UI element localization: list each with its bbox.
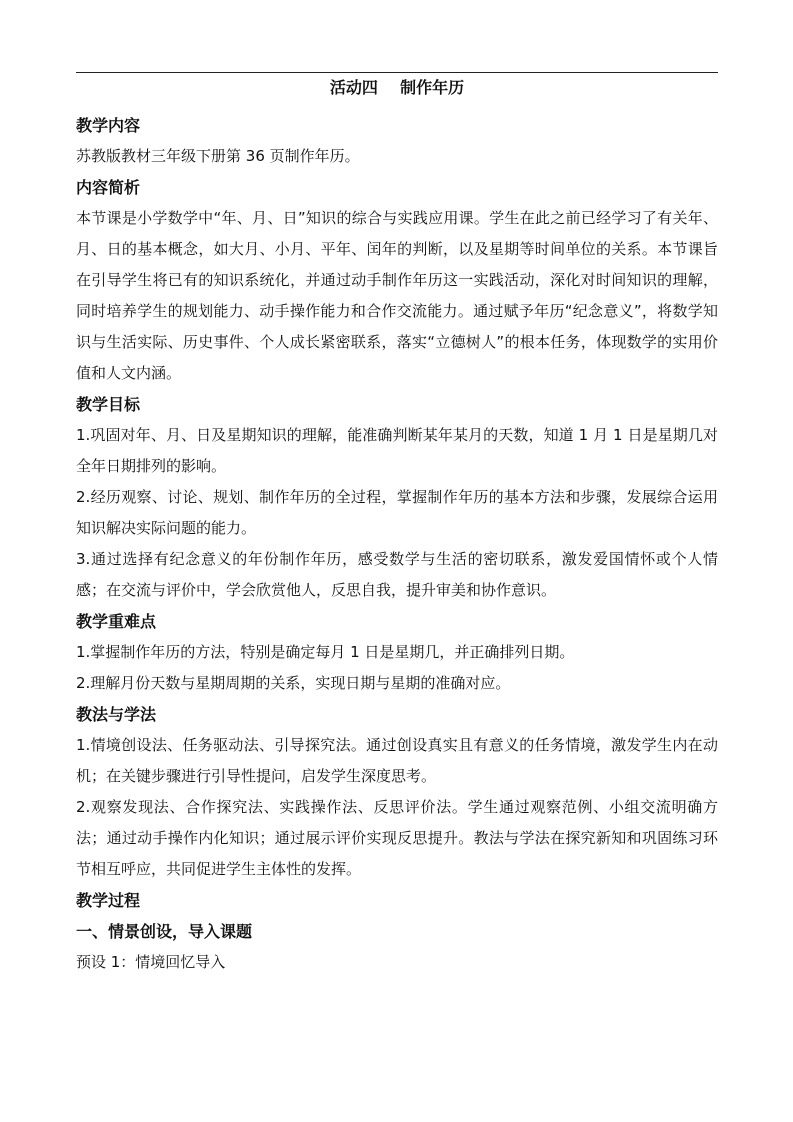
method-item: 2.观察发现法、合作探究法、实践操作法、反思评价法。学生通过观察范例、小组交流明确方法；通过动手操作内化知识；通过展示评价实现反思提升。教法与学法在探究新知和巩固练习环节相互呼应，共同促进学生主体性的发挥。	[76, 798, 718, 878]
heading-teaching-content: 教学内容	[76, 116, 141, 135]
process-text: 预设 1：情境回忆导入	[76, 953, 226, 971]
teaching-content-text: 苏教版教材三年级下册第 36 页制作年历。	[76, 147, 360, 165]
key-point-item: 1.掌握制作年历的方法，特别是确定每月 1 日是星期几，并正确排列日期。	[76, 643, 575, 661]
header-rule	[76, 72, 718, 73]
heading-teaching-goals: 教学目标	[76, 395, 141, 414]
document-title: 活动四 制作年历	[329, 78, 465, 97]
heading-teaching-process: 教学过程	[76, 891, 141, 910]
key-point-item: 2.理解月份天数与星期周期的关系，实现日期与星期的准确对应。	[76, 674, 511, 692]
goal-item: 3.通过选择有纪念意义的年份制作年历，感受数学与生活的密切联系，激发爱国情怀或个人情感；在交流与评价中，学会欣赏他人，反思自我，提升审美和协作意识。	[76, 550, 718, 599]
goal-item: 1.巩固对年、月、日及星期知识的理解，能准确判断某年某月的天数，知道 1 月 1 日是星期几对全年日期排列的影响。	[76, 426, 718, 475]
content-analysis-text: 本节课是小学数学中“年、月、日”知识的综合与实践应用课。学生在此之前已经学习了有关年、月、日的基本概念，如大月、小月、平年、闰年的判断，以及星期等时间单位的关系。本节课旨在引导学生将已有的知识系统化，并通过动手制作年历这一实践活动，深化对时间知识的理解，同时培养学生的规划能力、动手操作能力和合作交流能力。通过赋予年历“纪念意义”，将数学知识与生活实际、历史事件、个人成长紧密联系，落实“立德树人”的根本任务，体现数学的实用价值和人文内涵。	[76, 209, 718, 382]
heading-key-points: 教学重难点	[76, 612, 157, 631]
document-body	[76, 76, 718, 978]
goal-item: 2.经历观察、讨论、规划、制作年历的全过程，掌握制作年历的基本方法和步骤，发展综合运用知识解决实际问题的能力。	[76, 488, 718, 537]
method-item: 1.情境创设法、任务驱动法、引导探究法。通过创设真实且有意义的任务情境，激发学生内在动机；在关键步骤进行引导性提问，启发学生深度思考。	[76, 736, 718, 785]
subheading-scenario-intro: 一、情景创设，导入课题	[76, 922, 253, 941]
heading-methods: 教法与学法	[76, 705, 157, 724]
heading-content-analysis: 内容简析	[76, 178, 141, 197]
